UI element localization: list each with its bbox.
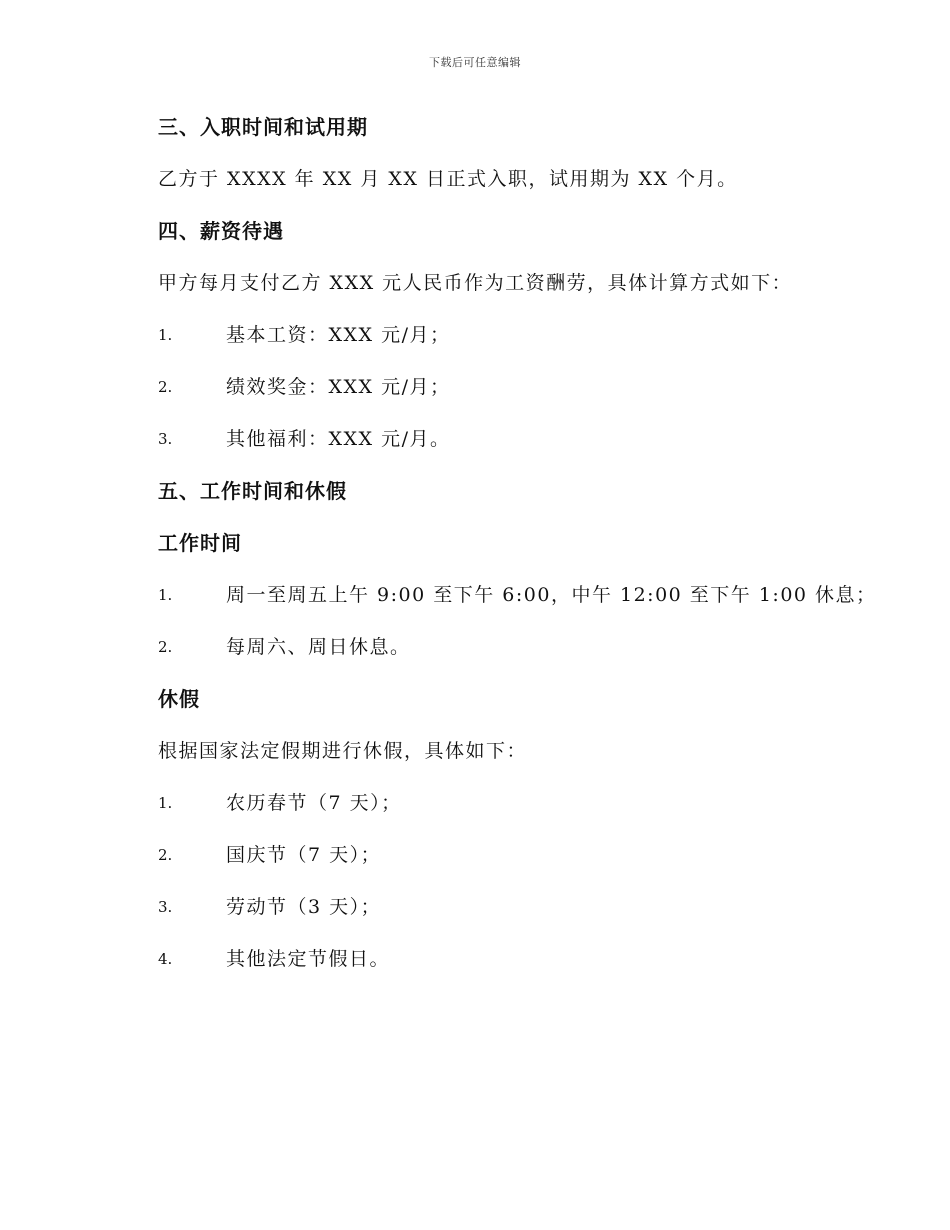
list-item-number: 4.	[158, 950, 173, 968]
list-item-text: 绩效奖金：XXX 元/月；	[226, 376, 451, 398]
list-item-text: 周一至周五上午 9:00 至下午 6:00，中午 12:00 至下午 1:00 休息；	[226, 584, 877, 606]
page-header: 下载后可任意编辑	[429, 56, 521, 69]
list-item	[158, 580, 877, 632]
list-item	[158, 320, 838, 372]
document-body	[158, 112, 877, 996]
section-heading-salary: 四、薪资待遇	[158, 219, 284, 243]
list-item-number: 2.	[158, 378, 173, 396]
list-item-text: 基本工资：XXX 元/月；	[226, 324, 451, 346]
list-item-text: 国庆节（7 天）；	[226, 844, 382, 866]
section-heading-probation: 三、入职时间和试用期	[158, 115, 368, 139]
list-item-number: 1.	[158, 326, 173, 344]
list-item-text: 劳动节（3 天）；	[226, 896, 382, 918]
list-item	[158, 788, 838, 840]
list-item	[158, 944, 838, 996]
list-item	[158, 632, 838, 684]
subheading-leave: 休假	[158, 687, 200, 711]
list-item	[158, 372, 838, 424]
list-item-number: 2.	[158, 638, 173, 656]
paragraph-start-date: 乙方于 XXXX 年 XX 月 XX 日正式入职，试用期为 XX 个月。	[158, 168, 738, 190]
section-heading-worktime-leave: 五、工作时间和休假	[158, 479, 347, 503]
list-item	[158, 892, 838, 944]
list-item-text: 其他法定节假日。	[226, 948, 391, 970]
list-item-number: 2.	[158, 846, 173, 864]
list-item-number: 1.	[158, 586, 173, 604]
list-item-number: 1.	[158, 794, 173, 812]
list-item	[158, 424, 838, 476]
list-item-number: 3.	[158, 898, 173, 916]
list-item-text: 农历春节（7 天）；	[226, 792, 402, 814]
paragraph-salary: 甲方每月支付乙方 XXX 元人民币作为工资酬劳，具体计算方式如下：	[158, 272, 793, 294]
list-item	[158, 840, 838, 892]
list-item-number: 3.	[158, 430, 173, 448]
subheading-worktime: 工作时间	[158, 531, 242, 555]
list-item-text: 每周六、周日休息。	[226, 636, 411, 658]
list-item-text: 其他福利：XXX 元/月。	[226, 428, 451, 450]
paragraph-leave: 根据国家法定假期进行休假，具体如下：	[158, 740, 528, 762]
